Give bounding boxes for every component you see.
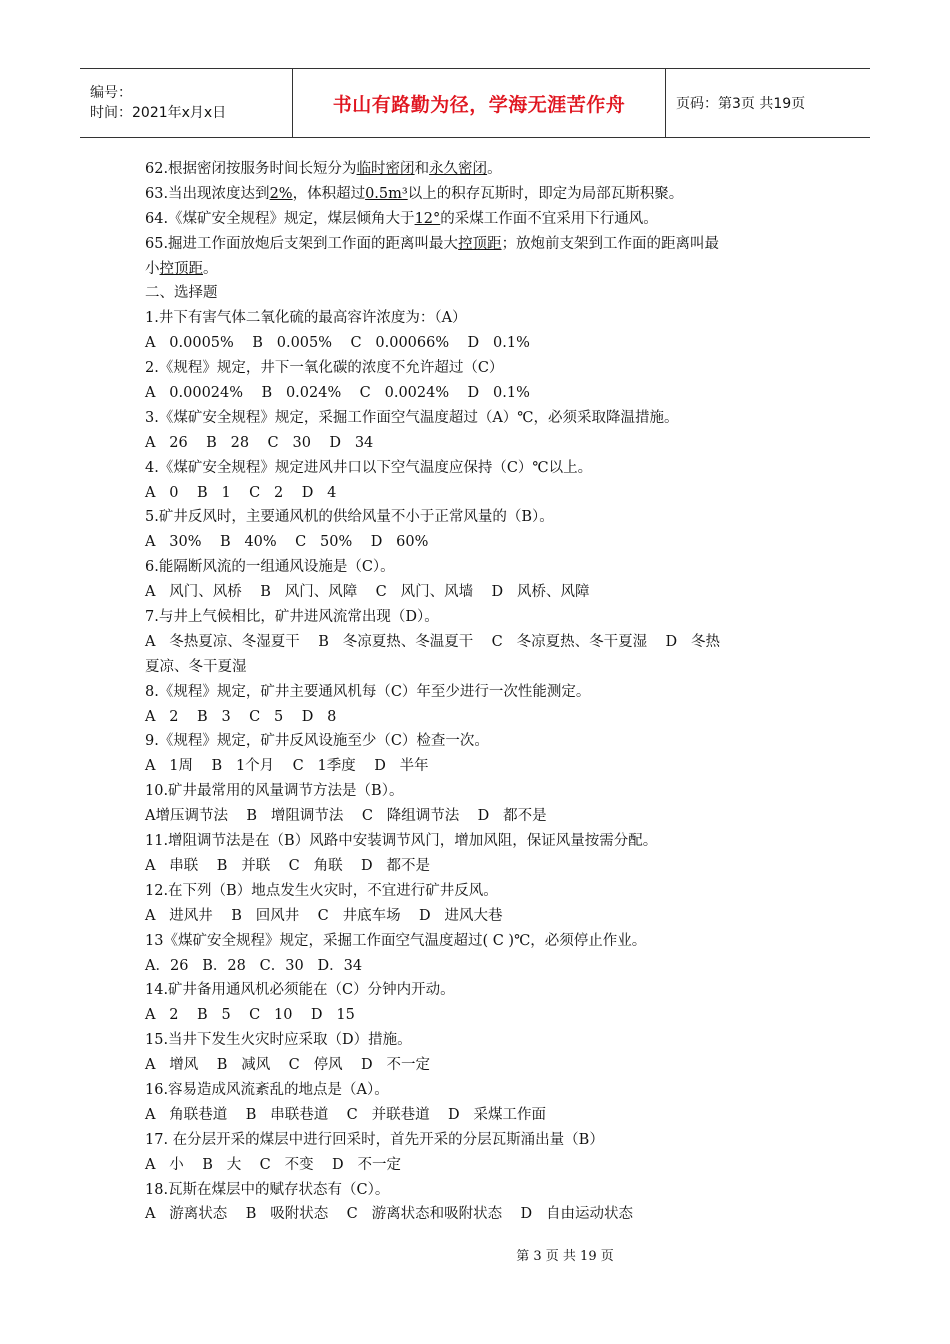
choice-question-list [145,306,810,1227]
fill-question-64: 64.《煤矿安全规程》规定，煤层倾角大于12°的采煤工作面不宜采用下行通风。 [145,210,658,227]
document-body [145,157,810,1227]
question-text: 7.与井上气候相比，矿井进风流常出现（D）。 [145,609,439,626]
question-text: 4.《煤矿安全规程》规定进风井口以下空气温度应保持（C）℃以上。 [145,459,593,476]
question-text: 10.矿井最常用的风量调节方法是（B）。 [145,783,404,800]
question-options-cont: 夏凉、冬干夏湿 [145,658,247,675]
page-label: 页码：第3页 共19页 [676,96,806,112]
question-text: 15.当井下发生火灾时应采取（D）措施。 [145,1032,412,1049]
header-right [666,69,870,137]
fill-question-62: 62.根据密闭按服务时间长短分为临时密闭和永久密闭。 [145,161,502,177]
question-options: A 串联 B 并联 C 角联 D 都不是 [145,857,430,874]
question-text: 14.矿井备用通风机必须能在（C）分钟内开动。 [145,982,455,999]
fill-question-63: 63.当出现浓度达到2%，体积超过0.5m³以上的积存瓦斯时，即定为局部瓦斯积聚。 [145,185,684,202]
question-options: A 0.0005% B 0.005% C 0.00066% D 0.1% [145,335,530,352]
question-text: 18.瓦斯在煤层中的赋存状态有（C）。 [145,1181,390,1198]
question-options: A 小 B 大 C 不变 D 不一定 [145,1156,401,1173]
question-options: A 增风 B 减风 C 停风 D 不一定 [145,1057,430,1074]
question-options: A 2 B 3 C 5 D 8 [145,708,337,725]
question-options: A 26 B 28 C 30 D 34 [145,434,374,451]
question-text: 3.《煤矿安全规程》规定，采掘工作面空气温度超过（A）℃，必须采取降温措施。 [145,409,679,426]
question-options: A 0.00024% B 0.024% C 0.0024% D 0.1% [145,385,530,402]
motto: 书山有路勤为径，学海无涯苦作舟 [332,93,626,116]
question-options: A 1周 B 1个月 C 1季度 D 半年 [145,758,429,775]
time-label: 时间：2021年x月x日 [90,105,227,121]
header-middle [292,69,666,137]
fill-question-65-cont: 小控顶距。 [145,260,218,277]
question-text: 16.容易造成风流紊乱的地点是（A）。 [145,1081,389,1098]
question-options: A 冬热夏凉、冬湿夏干 B 冬凉夏热、冬温夏干 C 冬凉夏热、冬干夏湿 D 冬热 [145,633,720,650]
question-options: A 进风井 B 回风井 C 井底车场 D 进风大巷 [145,907,503,924]
header-left [80,69,292,137]
question-text: 8.《规程》规定，矿井主要通风机每（C）年至少进行一次性能测定。 [145,683,591,700]
question-options: A增压调节法 B 增阻调节法 C 降组调节法 D 都不是 [145,808,547,825]
question-text: 5.矿井反风时，主要通风机的供给风量不小于正常风量的（B）。 [145,509,554,526]
question-text: 11.增阻调节法是在（B）风路中安装调节风门，增加风阻，保证风量按需分配。 [145,833,658,850]
fill-question-65: 65.掘进工作面放炮后支架到工作面的距离叫最大控顶距；放炮前支架到工作面的距离叫最 [145,235,720,252]
question-options: A 30% B 40% C 50% D 60% [145,534,429,551]
question-options: A 2 B 5 C 10 D 15 [145,1007,355,1024]
question-text: 6.能隔断风流的一组通风设施是（C）。 [145,559,395,576]
page-header [80,68,870,138]
question-text: 9.《规程》规定，矿井反风设施至少（C）检查一次。 [145,733,489,750]
question-options: A 风门、风桥 B 风门、风障 C 风门、风墙 D 风桥、风障 [145,584,590,601]
question-options: A 游离状态 B 吸附状态 C 游离状态和吸附状态 D 自由运动状态 [145,1206,633,1223]
question-options: A 0 B 1 C 2 D 4 [145,484,337,501]
page-footer: 第 3 页 共 19 页 [516,1249,614,1264]
question-text: 12.在下列（B）地点发生火灾时，不宜进行矿井反风。 [145,882,498,899]
question-options: A．26 B．28 C．30 D．34 [145,957,363,974]
question-text: 1.井下有害气体二氧化硫的最高容许浓度为：（A） [145,310,467,327]
question-options: A 角联巷道 B 串联巷道 C 并联巷道 D 采煤工作面 [145,1106,546,1123]
question-text: 2.《规程》规定，井下一氧化碳的浓度不允许超过（C） [145,360,504,377]
question-text: 13《煤矿安全规程》规定，采掘工作面空气温度超过( C )℃，必须停止作业。 [145,932,647,949]
number-label: 编号： [90,85,132,101]
section-title: 二、选择题 [145,285,218,302]
question-text: 17. 在分层开采的煤层中进行回采时，首先开采的分层瓦斯涌出量（B） [145,1131,604,1148]
